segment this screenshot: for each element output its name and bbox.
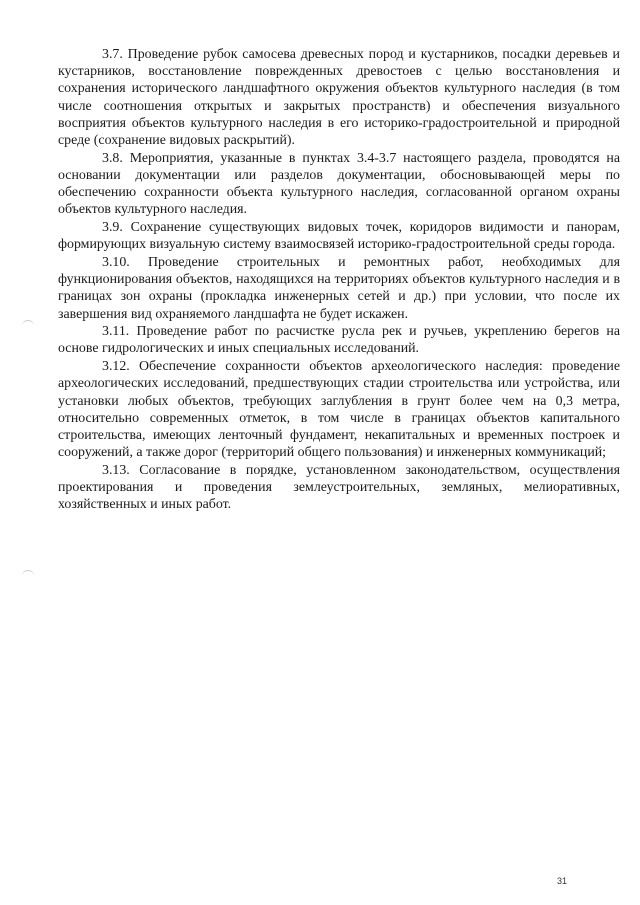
paragraph-3-12: 3.12. Обеспечение сохранности объектов археологического наследия: проведение археологических исследований, предшествующих стадии строительства или устройства, или установки любых объектов, требующих заглубления в грунт более чем на 0,3 метра, относительно современных отметок, в том числе в границах объектов капитального строительства, имеющих ленточный фундамент, некапитальных и временных построек и сооружений, а также дорог (территорий общего пользования) и инженерных коммуникаций; [58, 359, 620, 461]
paragraph-3-8: 3.8. Мероприятия, указанные в пунктах 3.4-3.7 настоящего раздела, проводятся на основании документации или разделов документации, обосновывающей меры по обеспечению сохранности объекта культурного наследия, согласованной органом охраны объектов культурного наследия. [58, 150, 620, 218]
paragraph-3-13: 3.13. Согласование в порядке, установленном законодательством, осуществления проектирования и проведения землеустроительных, земляных, мелиоративных, хозяйственных и иных работ. [58, 462, 620, 513]
paragraph-3-10: 3.10. Проведение строительных и ремонтных работ, необходимых для функционирования объектов, находящихся на территориях объектов культурного наследия и в границах зон охраны (прокладка инженерных сетей и др.) при условии, что после их завершения вид охраняемого ландшафта не будет искажен. [58, 254, 620, 322]
paragraph-3-7: 3.7. Проведение рубок самосева древесных пород и кустарников, посадки деревьев и кустарников, восстановление поврежденных древостоев с целью восстановления и сохранения исторического ландшафтного окружения объектов культурного наследия (в том числе соотношения открытых и закрытых пространств) и обеспечения визуального восприятия объектов культурного наследия в его историко-градостроительной и природной среде (сохранение видовых раскрытий). [58, 47, 620, 149]
page-number: 31 [557, 876, 568, 886]
paragraph-3-9: 3.9. Сохранение существующих видовых точек, коридоров видимости и панорам, формирующих визуальную систему взаимосвязей историко-градостроительной среды города. [58, 220, 620, 253]
scan-punch-mark [22, 320, 34, 331]
paragraph-3-11: 3.11. Проведение работ по расчистке русла рек и ручьев, укреплению берегов на основе гидрологических и иных специальных исследований. [58, 324, 620, 357]
scan-punch-mark [22, 570, 34, 581]
document-body [58, 46, 620, 514]
